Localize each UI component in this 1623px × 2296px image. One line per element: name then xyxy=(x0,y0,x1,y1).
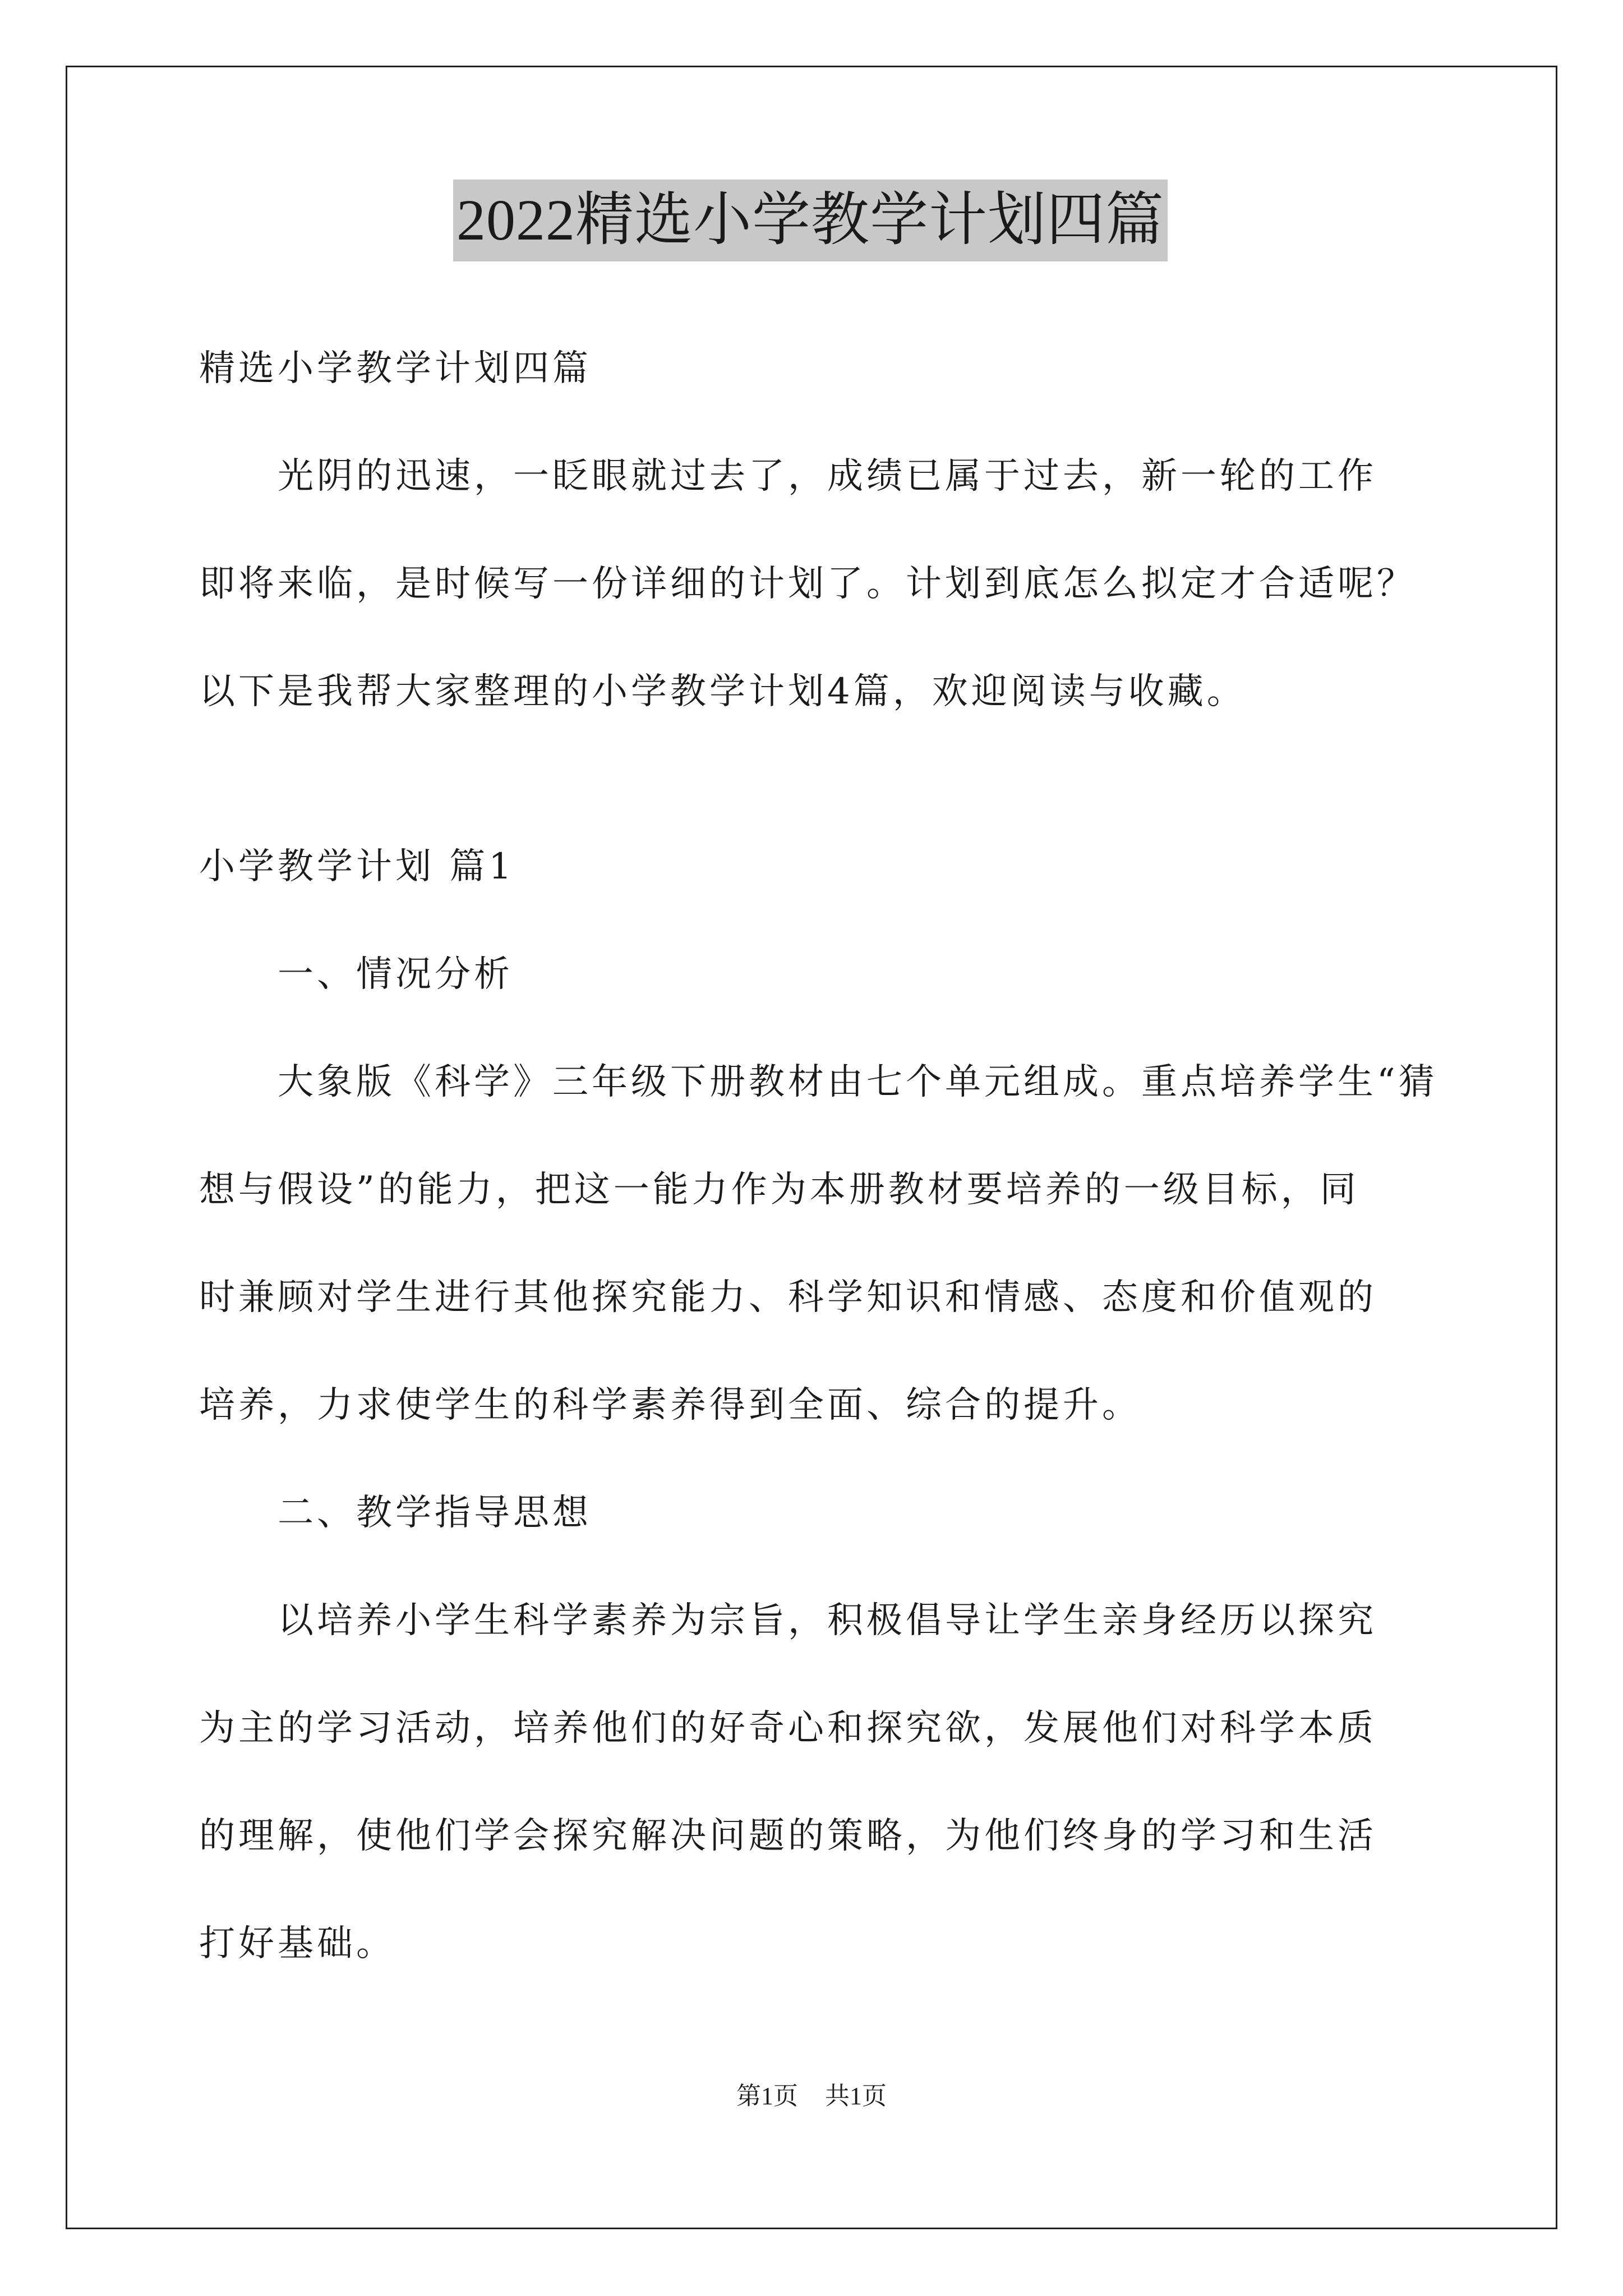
paragraph-line: 的理解，使他们学会探究解决问题的策略，为他们终身的学习和生活 xyxy=(199,1815,1377,1857)
section-heading: 小学教学计划 篇1 xyxy=(199,846,515,887)
paragraph-line: 为主的学习活动，培养他们的好奇心和探究欲，发展他们对科学本质 xyxy=(199,1708,1377,1749)
title-block xyxy=(199,180,1422,261)
heading-situation-analysis: 一、情况分析 xyxy=(278,954,513,995)
paragraph-line: 大象版《科学》三年级下册教材由七个单元组成。重点培养学生“猜 xyxy=(278,1061,1438,1103)
paragraph-line: 想与假设”的能力，把这一能力作为本册教材要培养的一级目标，同 xyxy=(199,1169,1359,1211)
paragraph-line: 以培养小学生科学素养为宗旨，积极倡导让学生亲身经历以探究 xyxy=(278,1600,1377,1641)
paragraph-line: 时兼顾对学生进行其他探究能力、科学知识和情感、态度和价值观的 xyxy=(199,1277,1377,1318)
intro-line: 以下是我帮大家整理的小学教学计划4篇，欢迎阅读与收藏。 xyxy=(199,671,1246,712)
page-total: 共1页 xyxy=(825,2082,887,2110)
heading-teaching-guidance: 二、教学指导思想 xyxy=(278,1492,592,1534)
intro-line: 光阴的迅速，一眨眼就过去了，成绩已属于过去，新一轮的工作 xyxy=(278,455,1377,497)
paragraph-line: 打好基础。 xyxy=(199,1923,395,1964)
paragraph-line: 培养，力求使学生的科学素养得到全面、综合的提升。 xyxy=(199,1384,1141,1426)
page-number: 第1页 xyxy=(736,2082,798,2110)
spacer xyxy=(199,746,1422,813)
page-footer xyxy=(0,2076,1623,2111)
document-body xyxy=(199,180,1438,1998)
intro-line: 即将来临，是时候写一份详细的计划了。计划到底怎么拟定才合适呢？ xyxy=(199,563,1416,605)
document-title: 2022精选小学教学计划四篇 xyxy=(453,180,1168,261)
document-subtitle: 精选小学教学计划四篇 xyxy=(199,348,592,389)
